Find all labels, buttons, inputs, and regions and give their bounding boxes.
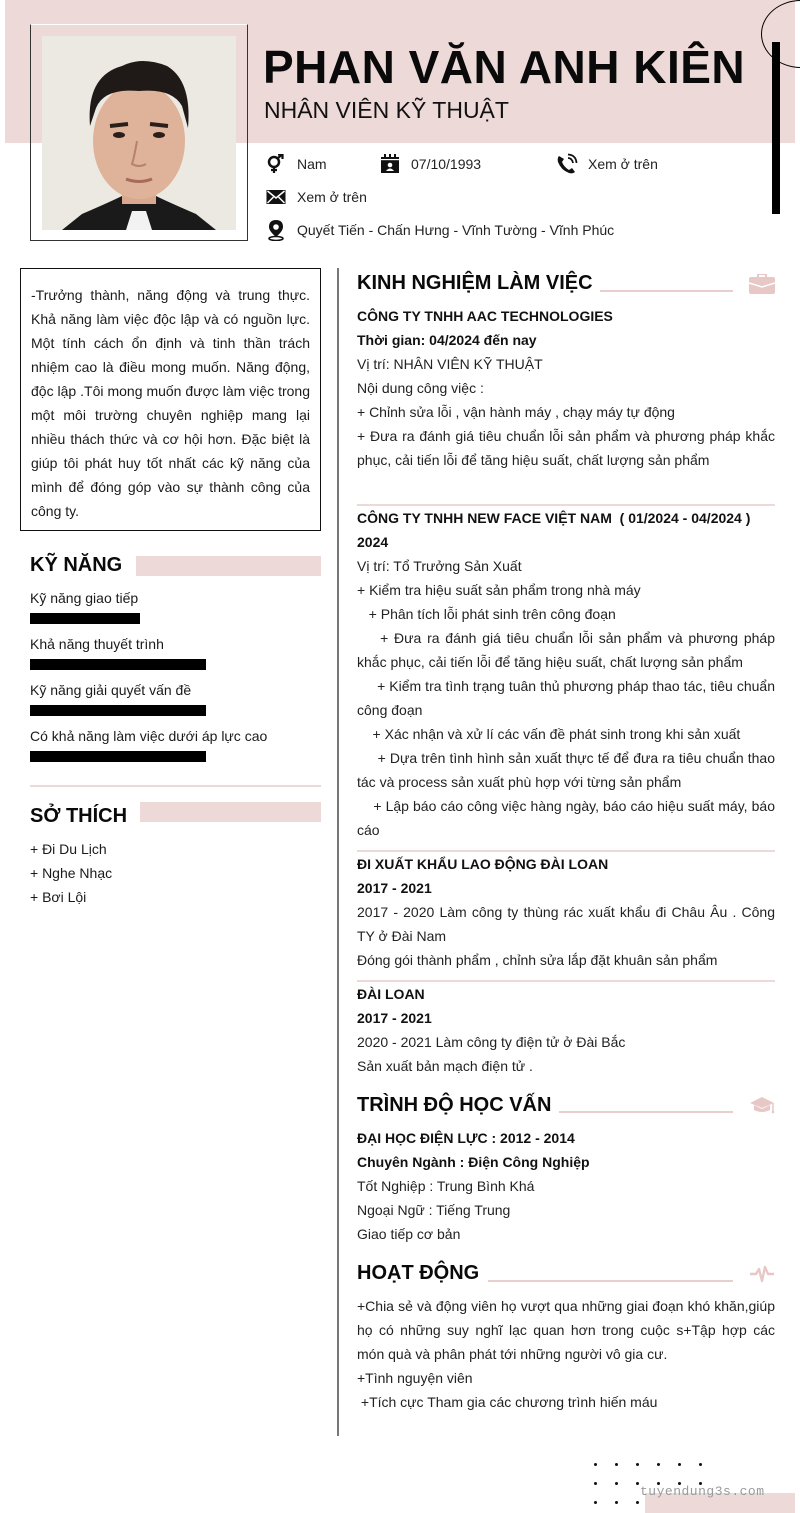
envelope-icon <box>265 186 287 208</box>
contact-phone <box>556 153 658 175</box>
skill-label: Kỹ năng giao tiếp <box>30 590 139 606</box>
briefcase-icon <box>749 274 775 299</box>
candidate-name: PHAN VĂN ANH KIÊN <box>263 41 746 93</box>
experience-line: Đóng gói thành phẩm , chỉnh sửa lắp đặt khuân sản phẩm <box>357 952 718 968</box>
experience-line: Sản xuất bản mạch điện tử . <box>357 1058 533 1074</box>
skill-label: Khả năng thuyết trình <box>30 636 164 652</box>
calendar-icon <box>379 153 401 175</box>
contact-email <box>265 186 367 208</box>
school-name: ĐẠI HỌC ĐIỆN LỰC : 2012 - 2014 <box>357 1130 575 1146</box>
company-name: ĐI XUẤT KHẨU LAO ĐỘNG ĐÀI LOAN <box>357 856 609 872</box>
experience-line: + Kiểm tra hiệu suất sản phẩm trong nhà máy <box>357 582 641 598</box>
contact-address <box>265 219 614 241</box>
hobbies-heading: SỞ THÍCH <box>30 805 128 827</box>
experience-heading: KINH NGHIỆM LÀM VIỆC <box>357 272 593 294</box>
skill-level-bar <box>30 659 206 670</box>
address-value: Quyết Tiến - Chấn Hưng - Vĩnh Tường - Vĩnh Phúc <box>297 222 615 238</box>
experience-line: Vị trí: Tổ Trưởng Sản Xuất <box>357 558 522 574</box>
work-period: 2024 <box>357 534 389 550</box>
heartbeat-icon <box>749 1264 775 1289</box>
activity-line: +Chia sẻ và động viên họ vượt qua những giai đoạn khó khăn,giúp họ có những suy nghĩ lạc quan hơn trong cuộc s+Tập hợp các món quà và phân phát tới những người vô gia cư. <box>357 1298 775 1362</box>
work-period: 2017 - 2021 <box>357 880 432 896</box>
experience-line: + Đưa ra đánh giá tiêu chuẩn lỗi sản phẩm và phương pháp khắc phục, cải tiến lỗi để tăng hiệu suất, chất lượng sản phẩm <box>357 630 779 670</box>
experience-line: + Chỉnh sửa lỗi , vận hành máy , chạy máy tự động <box>357 404 675 420</box>
career-objective: -Trưởng thành, năng động và trung thực. Khả năng làm việc độc lập và có nguồn lực. Một tính cách ổn định và tinh thần trách nhiệm cao là điều mong muốn. Năng động, độc lập .Tôi mong muốn được làm việc trong một môi trường chuyên nghiệp mang lại nhiều thách thức và cơ hội hơn. Đặc biệt là giúp tôi phát huy tốt nhất các kỹ năng của mình để đóng góp vào sự thành công của công ty. <box>20 268 321 531</box>
activities-heading: HOẠT ĐỘNG <box>357 1262 480 1284</box>
experience-line: + Lập báo cáo công việc hàng ngày, báo cáo hiệu suất máy, báo cáo <box>357 798 779 838</box>
section-divider <box>30 785 321 787</box>
hobby-item: + Bơi Lội <box>30 889 87 905</box>
company-name: CÔNG TY TNHH AAC TECHNOLOGIES <box>357 308 613 324</box>
skill-level-bar <box>30 613 140 624</box>
skill-level-bar <box>30 751 206 762</box>
contact-birthday <box>379 153 481 175</box>
heading-line <box>559 1111 733 1113</box>
hobby-item: + Đi Du Lịch <box>30 841 107 857</box>
contact-gender <box>265 153 327 175</box>
hobbies-heading-bar <box>140 802 321 822</box>
experience-line: 2020 - 2021 Làm công ty điện tử ở Đài Bắc <box>357 1034 626 1050</box>
experience-line: Vị trí: NHÂN VIÊN KỸ THUẬT <box>357 356 543 372</box>
phone-icon <box>556 153 578 175</box>
experience-line: + Xác nhận và xử lí các vấn đề phát sinh trong khi sản xuất <box>357 726 741 742</box>
skills-heading: KỸ NĂNG <box>30 554 123 576</box>
activity-line: +Tình nguyện viên <box>357 1370 473 1386</box>
experience-line: 2017 - 2020 Làm công ty thùng rác xuất khẩu đi Châu Âu . Công TY ở Đài Nam <box>357 904 775 944</box>
work-period: 2017 - 2021 <box>357 1010 432 1026</box>
watermark: tuyendung3s.com <box>640 1484 765 1499</box>
experience-line: + Dựa trên tình hình sản xuất thực tế để đưa ra tiêu chuẩn thao tác và process sản xuất phù hợp với từng sản phẩm <box>357 750 779 790</box>
major: Chuyên Ngành : Điện Công Nghiệp <box>357 1154 590 1170</box>
birthday-value: 07/10/1993 <box>411 156 482 172</box>
hobby-item: + Nghe Nhạc <box>30 865 113 881</box>
education-line: Giao tiếp cơ bản <box>357 1226 461 1242</box>
experience-line: Nội dung công việc : <box>357 380 484 396</box>
map-pin-icon <box>265 219 287 241</box>
job-title: NHÂN VIÊN KỸ THUẬT <box>264 97 509 123</box>
graduation-cap-icon <box>749 1096 775 1121</box>
phone-value: Xem ở trên <box>588 156 658 172</box>
education-line: Tốt Nghiệp : Trung Bình Khá <box>357 1178 535 1194</box>
education-line: Ngoại Ngữ : Tiếng Trung <box>357 1202 511 1218</box>
skills-heading-bar <box>136 556 321 576</box>
left-column <box>20 268 321 531</box>
skill-level-bar <box>30 705 206 716</box>
gender-value: Nam <box>297 156 327 172</box>
avatar <box>42 36 236 230</box>
company-name: CÔNG TY TNHH NEW FACE VIỆT NAM ( 01/2024 - 04/2024 ) <box>357 510 751 526</box>
skill-label: Kỹ năng giải quyết vấn đề <box>30 682 192 698</box>
heading-line <box>488 1280 733 1282</box>
decorative-bar <box>772 42 780 214</box>
education-heading: TRÌNH ĐỘ HỌC VẤN <box>357 1094 552 1116</box>
column-divider <box>337 268 339 1436</box>
activity-line: +Tích cực Tham gia các chương trình hiến máu <box>357 1394 658 1410</box>
company-name: ĐÀI LOAN <box>357 986 425 1002</box>
heading-line <box>600 290 733 292</box>
work-period: Thời gian: 04/2024 đến nay <box>357 332 537 348</box>
experience-line: + Đưa ra đánh giá tiêu chuẩn lỗi sản phẩm và phương pháp khắc phục, cải tiến lỗi để tăng hiệu suất, chất lượng sản phẩm <box>357 428 775 468</box>
skill-label: Có khả năng làm việc dưới áp lực cao <box>30 728 268 744</box>
experience-line: + Phân tích lỗi phát sinh trên công đoạn <box>357 606 616 622</box>
gender-icon <box>265 153 287 175</box>
person-photo-icon <box>42 36 236 230</box>
email-value: Xem ở trên <box>297 189 367 205</box>
experience-line: + Kiểm tra tình trạng tuân thủ phương pháp thao tác, tiêu chuẩn công đoạn <box>357 678 779 718</box>
